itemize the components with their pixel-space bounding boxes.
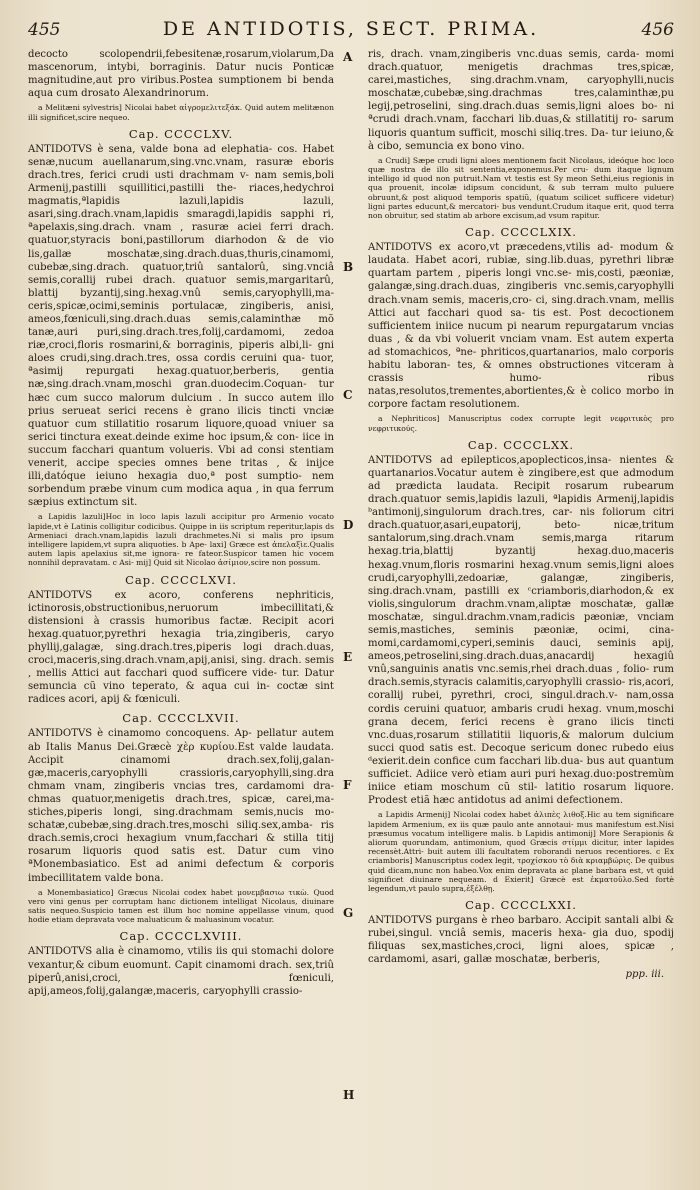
margin-letters xyxy=(342,48,360,1102)
chapter-heading: Cap. CCCCLXX. xyxy=(467,437,575,452)
left-column xyxy=(28,48,334,998)
annotation: a Lapidis lazuli]Hoc in loco lapis lazuli accipitur pro Armenio vocato lapide,vt è Latinis colligitur codicibus. Quippe in iis scriptum reperitur,lapis ds Armeniaci drach.vnam,lapidis lazuli drachmetes.Ni si malis pro ipsum intelligere lapidem,vt supra aliquoties. b Ape- laxi] Græce est ἀπελαξὶε.Qualis autem lapis apelaxius sit,me ignora- re fateor.Suspicor tamen hic vocem nonnihil depravatam. c Asi- mij] Quid sit Nicolao ἀσίμιον,scire non possum. xyxy=(28,512,334,568)
chapter-heading: Cap. CCCCLXVI. xyxy=(125,572,237,587)
annotation: a Melitæni sylvestris] Nicolai habet αἰγρομελιτεξάκ. Quid autem melitænon illi significet,scire nequeo. xyxy=(28,103,334,122)
right-column xyxy=(368,48,674,998)
paragraph: ANTIDOTVS è cinamomo concoquens. Ap- pellatur autem ab Italis Manus Dei.Græcè χὲρ κυρίου.Est valde laudata. Accipit cinamomi drach.sex,folij,galan- gæ,maceris,caryophylli crassioris,caryophylli,sing.dra chmam vnam, zingiberis vncias tres, cardamomi dra- chmas quatuor,menigetis drach.tres, spicæ, carei,ma- stiches,piperis longi, sing.drachmam semis,nucis mo- schatæ,cubebæ,sing.drach.tres,moschi siliq.sex,amba- ris drach.semis,croci hexagium vnum,facchari & stilla titij rosarum liquoris quod satis est. Datur cum vino ªMonembasiatico. Est ad animi defectum & corporis imbecillitatem valde bona. xyxy=(28,728,334,884)
page-number-left: 455 xyxy=(28,20,61,40)
signature-mark: ppp. iii. xyxy=(625,968,664,980)
paragraph: ANTIDOTVS alia è cinamomo, vtilis iis qui stomachi dolore vexantur,& cibum euomunt. Capit cinamomi drach. sex,triû piperû,anisi,croci, fœniculi, apij,ameos,folij,galangæ,maceris, caryophylli crassio- xyxy=(28,946,334,997)
paragraph: ris, drach. vnam,zingiberis vnc.duas semis, carda- momi drach.quatuor, menigetis drachmas tres,spicæ, carei,mastiches, sing.drachm.vnam, caryophylli,nucis moschatæ,cubebæ,sing.drachmas tres,calaminthæ,pu legij,petroselini, sing.drach.duas semis,ligni aloes bo- ni ªcrudi drach.vnam, facchari lib.duas,& stillatitij ro- sarum liquoris quantum sufficit, moschi siliq.tres. Da- tur ieiuno,& à cibo, semuncia ex bono vino. xyxy=(368,49,674,152)
margin-letter-f: F xyxy=(343,778,352,792)
page-header xyxy=(28,18,674,46)
margin-letter-d: D xyxy=(343,518,354,532)
paragraph: ANTIDOTVS purgans è rheo barbaro. Accipit santali albi & rubei,singul. vnciâ semis, maceris hexa- gia duo, spodij filiquas sex,mastiches,croci, ligni aloes, spicæ , cardamomi, asari, gallæ moschatæ, berberis, xyxy=(368,915,674,966)
paragraph: ANTIDOTVS ad epilepticos,apoplecticos,insa- nientes & quartanarios.Vocatur autem è zingibere,est que admodum ad prædicta laudata. Recipit rosarum rubearum drach.quatuor semis,lapidis lazuli, ªlapidis Armenij,lapidis ᵇantimonij,singulorum drach.tres, car- nis foliorum citri drach.quatuor,asari,eupatorij, beto- nicæ,tritum santalorum,sing.drach.vnam semis,marga ritarum hexag.tria,blattij byzantij hexag.duo,maceris hexag.vnum,floris rosmarini hexag.vnum semis,ligni aloes crudi,caryophylli,zedoariæ, galangæ, zingiberis, sing.drach.vnam, pastilli ex ᶜcriamboris,diarhodon,& ex violis,singulorum drachm.vnam,aliptæ moschatæ, gallæ moschatæ, singul.drachm.vnam,radicis pæoniæ, vnciam semis,mastiches, seminis pæoniæ, ocimi, cina- momi,cardamomi,cyperi,seminis dauci, seminis apij, ameos,petroselini,sing.drach.duas,anacardij hexagiû vnû,sanguinis anatis vnc.semis,rhei drach.duas , folio- rum drach.semis,styracis calamitis,caryophylli crassio- ris,acori, corallij rubei, pyrethri, croci, singul.drach.v- nam,ossa cordis ceruini quatuor, ambaris crudi hexag. vnum,moschi grana decem, ferici recens è grano ilicis tincti vnc.duas,rosarum stillatitii liquoris,& malorum dulcium succi quod satis est. Decoque sericum donec rubedo eius ᵈexierit.dein confice cum facchari lib.dua- bus aut quantum sufficiet. Adiice verò etiam auri puri hexag.duo:postremùm iniice etiam moschum cũ stil- latitio rosarum liquore. Prodest etiã hæc antidotus ad animi defectionem. xyxy=(368,454,674,807)
annotation: a Crudi] Sæpe crudi ligni aloes mentionem facit Nicolaus, ideóque hoc loco quæ nostra de illo sit sententia,exponemus.Per cru- dum itaque lignum intelligo id quod non putruit.Nam vt testis est Sy meon Sethi,eius regionis in qua prouenit, incolæ idipsum concidunt, & sub terram multo puluere obruunt,& post aliquod temporis spatiũ, (quatum scilicet sufficere videtur) ligni partes educunt,& mercatori- bus vendunt.Crudum itaque erit, quod terra non obruitur, sed statim ab arbore excisum,ad vsum rapitur. xyxy=(368,155,674,220)
paragraph: ANTIDOTVS ex acoro, conferens nephriticis, ictinorosis,obstructionibus,neruorum imbecillitati,& distensioni à crassis humoribus factæ. Recipit acori hexag.quatuor,pyrethri hexagia tria,zingiberis, caryo phyllij,galagæ, sing.drach.tres,piperis logi drach.duas, croci,maceris,sing.drach.vnam,apij,anisi, sing. drach. semis , mellis Attici aut facchari quod sufficere vide- tur. Datur semuncia cũ vino teperato, & aqua cui in- coctæ sint radices acori, apij & fœniculi. xyxy=(28,589,334,706)
chapter-heading: Cap. CCCCLXIX. xyxy=(465,225,577,240)
paragraph: ANTIDOTVS è sena, valde bona ad elephatia- cos. Habet senæ,nucum auellanarum,sing.vnc.vnam, rasuræ eboris drach.tres, ferici crudi usti drachmam v- nam semis,boli Armenij,pastilli squillitici,pastilli the- riaces,hedychroi magmatis,ªlapidis lazuli,lapidis lazuli, asari,sing.drach.vnam,lapidis smaragdi,lapidis sapphi ri, ªapelaxis,sing.drach. vnam , rasuræ aciei ferri drach. quatuor,styracis boni,pastillorum diarhodon & de vio lis,gallæ moschatæ,sing.drach.duas,thuris,cinamomi, cubebæ,sing.drach. quatuor,triû santalorû, sing.vnciâ semis,corallij rubei drach. quatuor semis,margaritarû, blattij byzantij,sing.hexag.vnû semis,caryophylli,ma- ceris,spicæ,ocimi,seminis portulacæ, zingiberis, anisi, ameos,fœniculi,sing.drach.duas semis,calaminthæ mõ tanæ,auri puri,sing.drach.tres,folij,cardamomi, zedoa riæ,croci,floris rosmarini,& borraginis, piperis albi,li- gni aloes crudi,sing.drach.tres, ossa cordis ceruini qua- tuor, ªasimij repurgati hexag.quatuor,berberis, gentia næ,sing.drach.vnam,moschi gran.duodecim.Coquan- tur hæc cum succo malorum dulcium . In succo autem illo prius serueat serici recens è grano ilicis tincti vnciæ quatuor cum stillatitio rosarum liquore,quoad vniuer sa serici tinctura exeat.deinde exime hoc ipsum,& con- iice in succum facchari quantum volueris. Vbi ad consi stentiam venerit, accipe species omnes bene tritas , & inijce illi,datóque ieiuno hexagia duo,ª post sumptio- nem sorbendum præbe vinum cum modica aqua , in qua ferrum sæpius extinctum sit. xyxy=(28,143,334,509)
page-number-right: 456 xyxy=(641,20,674,40)
chapter-heading: Cap. CCCCLXVIII. xyxy=(119,929,243,944)
paragraph: decocto scolopendrii,febesitenæ,rosarum,violarum,Da mascenorum, intybi, borraginis. Datur nucis Ponticæ magnitudine,aut pro viribus.Postea sumptionem bi benda aqua cum drosato Alexandrinorum. xyxy=(28,49,334,100)
margin-letter-h: H xyxy=(343,1088,355,1102)
annotation: a Lapidis Armenij] Nicolai codex habet ἀλιπὲς λιθοξ.Hic au tem significare lapidem Armenium, ex iis quæ paulo ante annotaui- mus manifestum est.Nisi præsumus vocatum intelligere malis. b Lapidis antimonij] More Serapionis & aliorum quorundam, antimonium, quod Græcis στίμμι dicitur, inter lapides recensèt.Attri- buit autem illi facultatem roborandi neruos recentiores. c Ex criamboris] Manuscriptus codex legit, τροχίσκου τὸ διὰ κριαμβώρις. De quibus quid dicam,nunc non habeo.Vox enim depravata ac plane barbara est, vt quid significet diuinare nequeam. d Exierit] Græcè est ἐκματοῦλο.Sed fortè legendum,vt paulo supra,ἐξέλθῃ. xyxy=(368,810,674,893)
running-title: DE ANTIDOTIS, SECT. PRIMA. xyxy=(162,18,540,40)
margin-letter-b: B xyxy=(343,260,354,274)
margin-letter-a: A xyxy=(343,50,353,64)
chapter-heading: Cap. CCCCLXXI. xyxy=(465,898,577,913)
annotation: a Monembasiatico] Græcus Nicolai codex habet μονεμβασιω τικὼ. Quod vero vini genus per corruptam hanc dictionem intelligat Nicolaus, diuinare satis nequeo.Suspicio tamen est illum hoc nomine appellasse vinum, quod hodie etiam depravata voce maluaticum & maluasinum vocatur. xyxy=(28,887,334,925)
margin-letter-e: E xyxy=(343,650,353,664)
two-column-text xyxy=(28,48,674,1102)
annotation: a Nephriticos] Manuscriptus codex corrupte legit νεφριτικὸς pro νεφριτικούς. xyxy=(368,414,674,433)
margin-letter-c: C xyxy=(343,388,353,402)
chapter-heading: Cap. CCCCLXVII. xyxy=(122,711,240,726)
chapter-heading: Cap. CCCCLXV. xyxy=(128,126,234,141)
paragraph: ANTIDOTVS ex acoro,vt præcedens,vtilis ad- modum & laudata. Habet acori, rubiæ, sing.lib.duas, pyrethri libræ quartam partem , piperis longi vnc.se- mis,costi, pæoniæ, galangæ,sing.drach.duas, zingiberis vnc.semis,caryophylli drach.vnam semis, maceris,cro- ci, sing.drach.vnam, mellis Attici aut facchari quod sa- tis est. Post decoctionem sufficientem iniice nucum pi nearum repurgatarum vncias duas , & da vbi voluerit vnciam vnam. Est autem experta ad stomachicos, ªne- phriticos,quartanarios, malo corporis habitu laboran- tes, & omnes obstructiones vitceram à crassis humo- ribus natas,resolutos,trementes,abortientes,& è colico morbo in corpore factam resolutionem. xyxy=(368,242,674,411)
margin-letter-g: G xyxy=(343,906,354,920)
